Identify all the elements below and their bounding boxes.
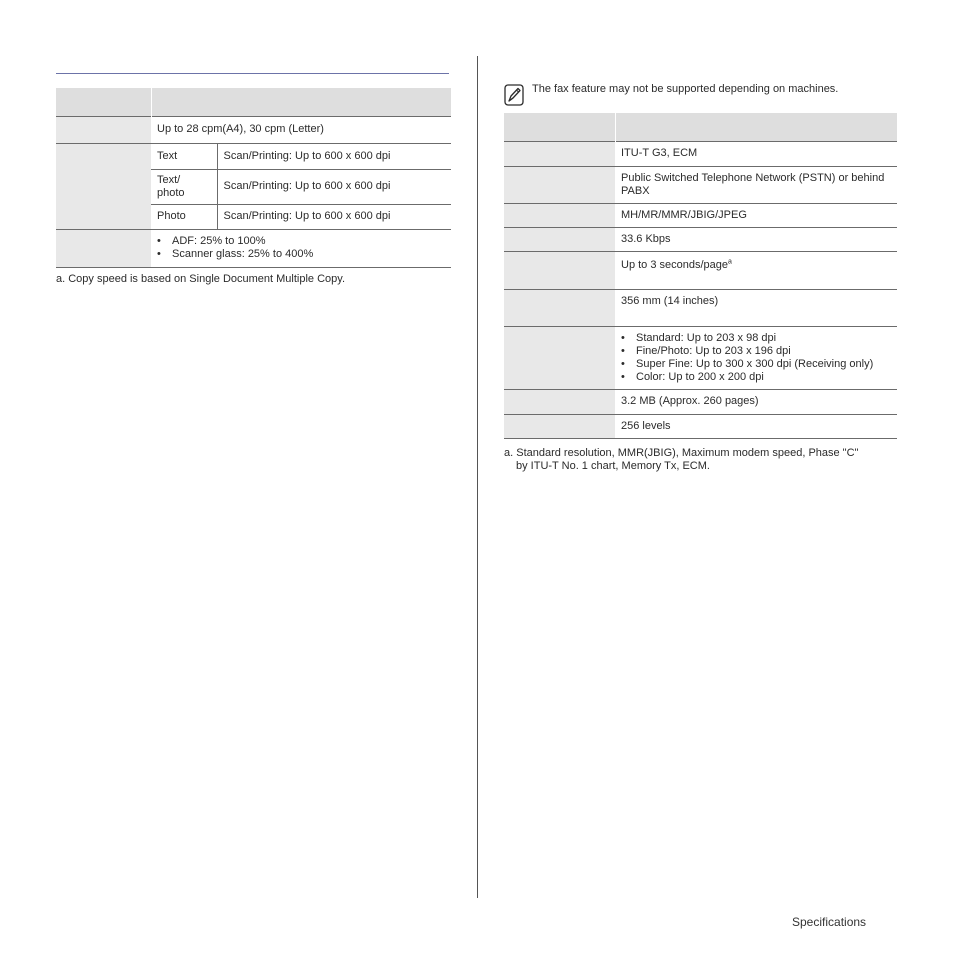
copy-spec-table bbox=[56, 88, 451, 268]
resolution-value: Scan/Printing: Up to 600 x 600 dpi bbox=[217, 143, 451, 169]
fax-line: Public Switched Telephone Network (PSTN) or behind PABX bbox=[615, 166, 897, 203]
list-item: • Standard: Up to 203 x 98 dpi bbox=[621, 332, 891, 345]
table-row bbox=[504, 289, 897, 326]
row-label-cell bbox=[504, 166, 615, 203]
row-label-cell bbox=[504, 141, 615, 166]
row-label-cell bbox=[504, 389, 615, 414]
fax-modem: 33.6 Kbps bbox=[615, 227, 897, 251]
fax-spec-table bbox=[504, 113, 897, 439]
fax-resolution-cell bbox=[615, 326, 897, 389]
list-item: • Scanner glass: 25% to 400% bbox=[157, 248, 445, 261]
table-row bbox=[56, 116, 451, 143]
fax-transmission-cell bbox=[615, 251, 897, 289]
resolution-type: Text/ photo bbox=[151, 169, 217, 204]
row-label-cell bbox=[504, 414, 615, 438]
footnote-line: by ITU-T No. 1 chart, Memory Tx, ECM. bbox=[516, 460, 710, 472]
page-footer-section: Specifications bbox=[792, 915, 867, 929]
list-item: • Super Fine: Up to 300 x 300 dpi (Receiving only) bbox=[621, 358, 891, 371]
zoom-list bbox=[157, 235, 445, 261]
row-label-cell bbox=[56, 116, 151, 143]
fax-length: 356 mm (14 inches) bbox=[615, 289, 897, 326]
footnote-line: a. Standard resolution, MMR(JBIG), Maximum modem speed, Phase "C" bbox=[504, 447, 859, 459]
resolution-type: Text bbox=[151, 143, 217, 169]
header-cell bbox=[151, 88, 451, 116]
fax-compatibility: ITU-T G3, ECM bbox=[615, 141, 897, 166]
footnote-marker: a bbox=[728, 257, 732, 265]
fax-coding: MH/MR/MMR/JBIG/JPEG bbox=[615, 203, 897, 227]
header-cell bbox=[56, 88, 151, 116]
row-label-cell bbox=[56, 143, 151, 229]
row-label-cell bbox=[56, 229, 151, 267]
table-row bbox=[504, 141, 897, 166]
header-cell bbox=[615, 113, 897, 141]
row-label-cell bbox=[504, 203, 615, 227]
table-row bbox=[56, 229, 451, 267]
fax-footnote bbox=[504, 447, 858, 473]
fax-halftone: 256 levels bbox=[615, 414, 897, 438]
list-item: • Fine/Photo: Up to 203 x 196 dpi bbox=[621, 345, 891, 358]
row-label-cell bbox=[504, 289, 615, 326]
header-cell bbox=[504, 113, 615, 141]
row-label-cell bbox=[504, 227, 615, 251]
table-header-row bbox=[56, 88, 451, 116]
section-rule bbox=[56, 73, 449, 74]
table-row bbox=[504, 251, 897, 289]
column-divider bbox=[477, 56, 478, 898]
table-row bbox=[504, 227, 897, 251]
list-item: • ADF: 25% to 100% bbox=[157, 235, 445, 248]
fax-resolution-list bbox=[621, 332, 891, 384]
zoom-cell bbox=[151, 229, 451, 267]
copy-speed-value: Up to 28 cpm(A4), 30 cpm (Letter) bbox=[151, 116, 451, 143]
fax-transmission: Up to 3 seconds/page bbox=[621, 258, 729, 271]
table-row bbox=[504, 389, 897, 414]
fax-memory: 3.2 MB (Approx. 260 pages) bbox=[615, 389, 897, 414]
resolution-type: Photo bbox=[151, 204, 217, 229]
row-label-cell bbox=[504, 326, 615, 389]
resolution-value: Scan/Printing: Up to 600 x 600 dpi bbox=[217, 169, 451, 204]
list-item: • Color: Up to 200 x 200 dpi bbox=[621, 371, 891, 384]
copy-footnote: a. Copy speed is based on Single Document Multiple Copy. bbox=[56, 273, 346, 285]
table-row bbox=[504, 203, 897, 227]
pencil-note-icon bbox=[504, 84, 524, 106]
table-row bbox=[504, 326, 897, 389]
table-row bbox=[56, 143, 451, 169]
table-row bbox=[504, 166, 897, 203]
row-label-cell bbox=[504, 251, 615, 289]
table-header-row bbox=[504, 113, 897, 141]
fax-note-text: The fax feature may not be supported depending on machines. bbox=[532, 83, 839, 95]
table-row bbox=[504, 414, 897, 438]
resolution-value: Scan/Printing: Up to 600 x 600 dpi bbox=[217, 204, 451, 229]
